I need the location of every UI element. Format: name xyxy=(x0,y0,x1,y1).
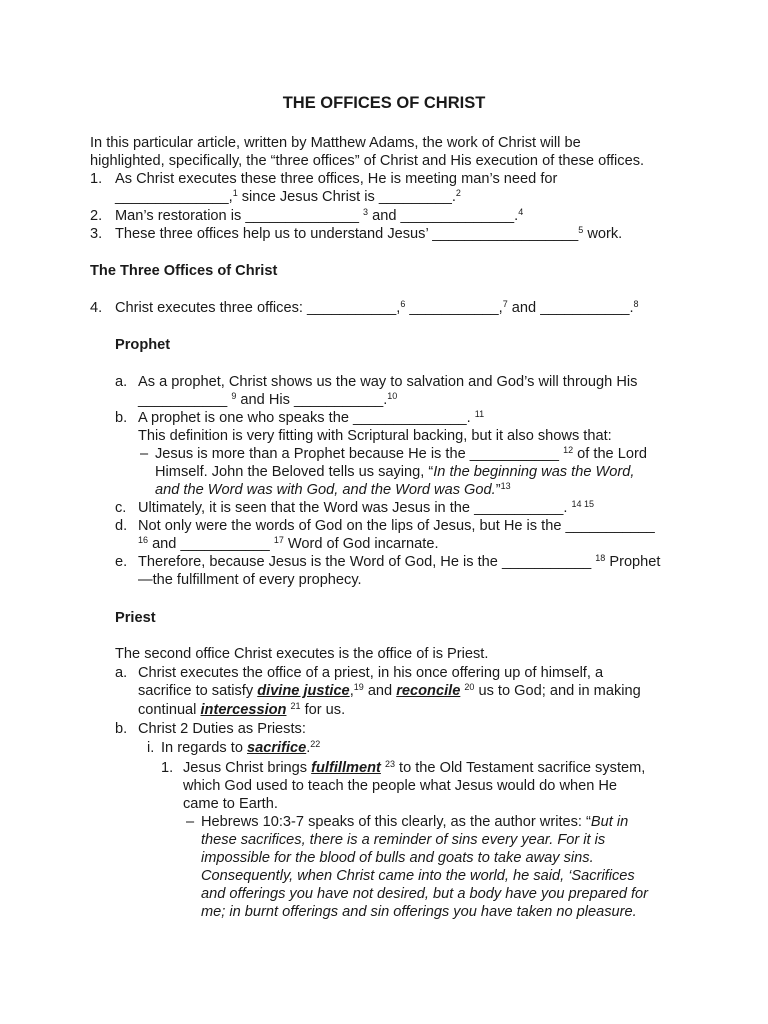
priest-a-line-2 xyxy=(138,682,641,700)
footnote-ref: 8 xyxy=(633,299,639,309)
quote-text: But in xyxy=(590,814,629,830)
priest-b-1-line-3: came to Earth. xyxy=(183,796,278,812)
emphasis-reconcile: reconcile xyxy=(396,683,461,699)
priest-b-i xyxy=(161,739,320,757)
footnote-ref: 9 xyxy=(231,391,237,401)
text: Therefore, because Jesus is the Word of God, He is the ___________ xyxy=(138,554,596,570)
text: and xyxy=(363,683,397,699)
text: ___________ xyxy=(138,392,232,408)
section-heading-priest: Priest xyxy=(115,610,156,626)
list-item-4 xyxy=(115,299,639,317)
footnote-ref: 1 xyxy=(232,188,238,198)
page-title: THE OFFICES OF CHRIST xyxy=(282,94,486,112)
text: Christ executes three offices: ___________, xyxy=(115,300,401,316)
text: and His ___________. xyxy=(236,392,388,408)
footnote-ref: 11 xyxy=(474,409,485,419)
prophet-a-line-1: As a prophet, Christ shows us the way to salvation and God’s will through His xyxy=(138,374,638,390)
quote-text: In the beginning was the Word, xyxy=(433,464,635,480)
prophet-b-line-1 xyxy=(138,409,484,427)
priest-b-1-line-1 xyxy=(183,759,645,777)
prophet-d-line-2 xyxy=(138,535,439,553)
list-item-2 xyxy=(115,207,523,225)
text: of the Lord xyxy=(573,446,647,462)
footnote-ref: 4 xyxy=(518,207,524,217)
footnote-ref: 23 xyxy=(384,759,395,769)
text: and ___________ xyxy=(148,536,274,552)
text: Prophet xyxy=(605,554,661,570)
prophet-e-line-2: —the fulfillment of every prophecy. xyxy=(138,572,362,588)
text: ” xyxy=(495,482,501,498)
text: Jesus Christ brings xyxy=(183,760,312,776)
prophet-b-dash-line-1 xyxy=(155,445,647,463)
dash-bullet: – xyxy=(140,446,149,462)
text: A prophet is one who speaks the ______________. xyxy=(138,410,475,426)
dash-bullet: – xyxy=(186,814,195,830)
section-heading-prophet: Prophet xyxy=(115,337,171,353)
footnote-ref: 17 xyxy=(273,535,284,545)
list-item-marker: 2. xyxy=(90,208,103,224)
footnote-ref: 18 xyxy=(595,553,606,563)
list-item-marker: i. xyxy=(147,740,155,756)
list-item-marker: 1. xyxy=(90,171,103,187)
text: Man’s restoration is ______________ xyxy=(115,208,364,224)
text: Himself. John the Beloved tells us saying, “ xyxy=(155,464,434,480)
text: and ___________. xyxy=(507,300,634,316)
text: work. xyxy=(583,226,623,242)
list-item-marker: e. xyxy=(115,554,128,570)
text: ______________, xyxy=(115,189,233,205)
list-item-marker: a. xyxy=(115,374,128,390)
list-item-marker: b. xyxy=(115,721,128,737)
prophet-b-dash-line-2 xyxy=(155,463,634,481)
prophet-d-line-1: Not only were the words of God on the lips of Jesus, but He is the ___________ xyxy=(138,518,655,534)
intro-line-2: highlighted, specifically, the “three offices” of Christ and His execution of these offices. xyxy=(90,153,645,169)
quote-line-1 xyxy=(201,813,628,831)
list-item-marker: a. xyxy=(115,665,128,681)
emphasis-fulfillment: fulfillment xyxy=(311,760,381,776)
list-item-marker: 1. xyxy=(161,760,174,776)
quote-line-2: these sacrifices, there is a reminder of sins every year. For it is xyxy=(201,832,606,848)
list-item-1-line-2 xyxy=(115,188,461,206)
list-item-marker: c. xyxy=(115,500,127,516)
text: continual xyxy=(138,702,201,718)
footnote-ref: 16 xyxy=(138,535,149,545)
priest-b-1-line-2: which God used to teach the people what Jesus would do when He xyxy=(183,778,618,794)
emphasis-sacrifice: sacrifice xyxy=(247,740,307,756)
footnote-ref: 3 xyxy=(363,207,369,217)
footnote-ref: 13 xyxy=(500,481,511,491)
text: , xyxy=(349,683,354,699)
footnote-ref: 2 xyxy=(455,188,461,198)
text: for us. xyxy=(300,702,346,718)
list-item-marker: b. xyxy=(115,410,128,426)
footnote-ref: 12 xyxy=(563,445,574,455)
prophet-b-dash-line-3 xyxy=(155,481,511,499)
section-heading-three-offices: The Three Offices of Christ xyxy=(90,263,278,279)
quote-line-3: impossible for the blood of bulls and goats to take away sins. xyxy=(201,850,594,866)
list-item-marker: 4. xyxy=(90,300,103,316)
footnote-ref: 19 xyxy=(353,682,364,692)
text: and ______________. xyxy=(368,208,519,224)
footnote-ref: 20 xyxy=(464,682,475,692)
quote-text: and the Word was with God, and the Word was God. xyxy=(155,482,496,498)
quote-line-5: and offerings you have not desired, but a body have you prepared for xyxy=(201,886,649,902)
list-item-1-line-1: As Christ executes these three offices, He is meeting man’s need for xyxy=(115,171,558,187)
text: us to God; and in making xyxy=(474,683,641,699)
text: to the Old Testament sacrifice system, xyxy=(394,760,646,776)
footnote-ref: 22 xyxy=(310,739,321,749)
text: Ultimately, it is seen that the Word was Jesus in the ___________. xyxy=(138,500,572,516)
text: Hebrews 10:3-7 speaks of this clearly, as the author writes: “ xyxy=(201,814,591,830)
footnote-ref: 5 xyxy=(578,225,584,235)
prophet-c xyxy=(138,499,594,517)
priest-a-line-1: Christ executes the office of a priest, in his once offering up of himself, a xyxy=(138,665,604,681)
footnote-ref: 14 15 xyxy=(571,499,594,509)
text: These three offices help us to understand Jesus’ __________________ xyxy=(115,226,579,242)
text: since Jesus Christ is _________. xyxy=(237,189,456,205)
quote-line-6: me; in burnt offerings and sin offerings you have taken no pleasure. xyxy=(201,904,637,920)
text: In regards to xyxy=(161,740,247,756)
emphasis-intercession: intercession xyxy=(200,702,287,718)
footnote-ref: 6 xyxy=(400,299,406,309)
list-item-3 xyxy=(115,225,622,243)
text: Word of God incarnate. xyxy=(283,536,439,552)
text: ___________, xyxy=(405,300,503,316)
text: . xyxy=(306,740,311,756)
priest-intro: The second office Christ executes is the office of is Priest. xyxy=(115,646,489,662)
prophet-b-line-2: This definition is very fitting with Scriptural backing, but it also shows that: xyxy=(138,428,612,444)
prophet-e-line-1 xyxy=(138,553,660,571)
text: Jesus is more than a Prophet because He is the ___________ xyxy=(155,446,564,462)
footnote-ref: 7 xyxy=(502,299,508,309)
priest-b-line-1: Christ 2 Duties as Priests: xyxy=(138,721,306,737)
list-item-marker: d. xyxy=(115,518,128,534)
intro-line-1: In this particular article, written by Matthew Adams, the work of Christ will be xyxy=(90,135,581,151)
list-item-marker: 3. xyxy=(90,226,103,242)
priest-a-line-3 xyxy=(138,701,345,719)
quote-line-4: Consequently, when Christ came into the world, he said, ‘Sacrifices xyxy=(201,868,635,884)
text: sacrifice to satisfy xyxy=(138,683,258,699)
footnote-ref: 10 xyxy=(387,391,398,401)
prophet-a-line-2 xyxy=(138,391,397,409)
emphasis-divine-justice: divine justice xyxy=(257,683,350,699)
footnote-ref: 21 xyxy=(290,701,301,711)
